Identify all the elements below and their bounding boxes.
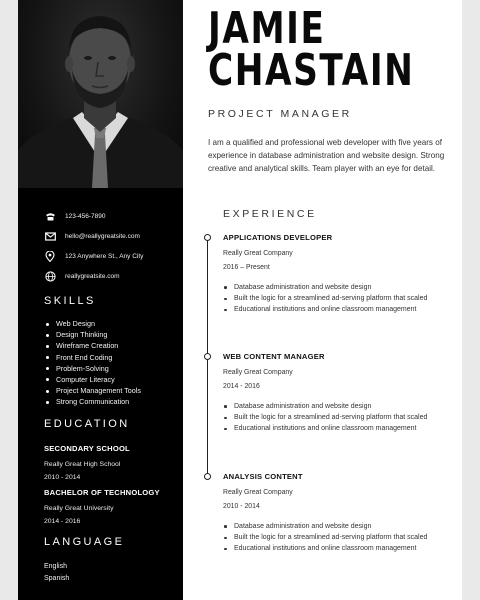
sidebar (18, 0, 183, 600)
experience-entry (223, 352, 438, 435)
mail-icon (44, 230, 56, 242)
school: Really Great University (44, 505, 114, 512)
responsibility-item: Database administration and website design (223, 521, 438, 532)
contact-list (44, 206, 179, 286)
skill-item: Wireframe Creation (46, 340, 141, 351)
experience-entry (223, 472, 438, 555)
candidate-name (208, 3, 415, 96)
timeline-dot (204, 353, 211, 360)
language-item: English (44, 563, 67, 570)
skills-list (46, 318, 141, 408)
contact-website (44, 266, 179, 286)
name-first: JAMIE (208, 3, 326, 54)
position-title: ANALYSIS CONTENT (223, 472, 303, 481)
contact-email (44, 226, 179, 246)
degree: SECONDARY SCHOOL (44, 444, 130, 453)
responsibility-item: Built the logic for a streamlined ad-serving platform that scaled (223, 412, 438, 423)
education-heading: EDUCATION (44, 418, 130, 430)
contact-address (44, 246, 179, 266)
responsibility-list (223, 282, 438, 316)
language-heading: LANGUAGE (44, 536, 125, 548)
degree: BACHELOR OF TECHNOLOGY (44, 488, 160, 497)
language-list (44, 561, 69, 584)
job-title: PROJECT MANAGER (208, 108, 352, 120)
employment-years: 2014 - 2016 (223, 383, 260, 390)
timeline-dot (204, 234, 211, 241)
experience-heading: EXPERIENCE (223, 208, 317, 220)
resume-page (18, 0, 462, 600)
contact-phone (44, 206, 179, 226)
company-name: Really Great Company (223, 250, 293, 257)
profile-photo (18, 0, 183, 188)
position-title: WEB CONTENT MANAGER (223, 352, 325, 361)
education-years: 2010 - 2014 (44, 474, 81, 481)
address-text: 123 Anywhere St., Any City (65, 252, 144, 260)
skill-item: Web Design (46, 318, 141, 329)
email-text: hello@reallygreatsite.com (65, 232, 140, 240)
education-entry (44, 444, 179, 481)
responsibility-list (223, 521, 438, 555)
phone-icon (44, 210, 56, 222)
skill-item: Project Management Tools (46, 385, 141, 396)
globe-icon (44, 270, 56, 282)
location-pin-icon (44, 250, 56, 262)
skill-item: Problem-Solving (46, 363, 141, 374)
skill-item: Front End Coding (46, 352, 141, 363)
website-text: reallygreatsite.com (65, 272, 120, 280)
company-name: Really Great Company (223, 489, 293, 496)
employment-years: 2010 - 2014 (223, 503, 260, 510)
experience-entry (223, 233, 438, 316)
skills-heading: SKILLS (44, 295, 96, 307)
education-years: 2014 - 2016 (44, 518, 81, 525)
skill-item: Design Thinking (46, 329, 141, 340)
responsibility-item: Database administration and website design (223, 282, 438, 293)
education-entry (44, 488, 179, 525)
language-item: Spanish (44, 574, 70, 582)
responsibility-item: Built the logic for a streamlined ad-serving platform that scaled (223, 532, 438, 543)
responsibility-item: Database administration and website design (223, 401, 438, 412)
responsibility-item: Educational institutions and online classroom management (223, 423, 438, 434)
name-last: CHASTAIN (208, 45, 415, 96)
position-title: APPLICATIONS DEVELOPER (223, 233, 333, 242)
responsibility-list (223, 401, 438, 435)
responsibility-item: Built the logic for a streamlined ad-serving platform that scaled (223, 293, 438, 304)
timeline-dot (204, 473, 211, 480)
school: Really Great High School (44, 461, 121, 468)
skill-item: Computer Literacy (46, 374, 141, 385)
company-name: Really Great Company (223, 369, 293, 376)
responsibility-item: Educational institutions and online classroom management (223, 304, 438, 315)
responsibility-item: Educational institutions and online classroom management (223, 543, 438, 554)
phone-text: 123-456-7890 (65, 212, 106, 220)
profile-summary: I am a qualified and professional web developer with five years of experience in database administration and website design. Strong creative and analytical skills. Team player with an eye for detail. (208, 138, 445, 173)
employment-years: 2016 – Present (223, 264, 270, 271)
skill-item: Strong Communication (46, 396, 141, 407)
